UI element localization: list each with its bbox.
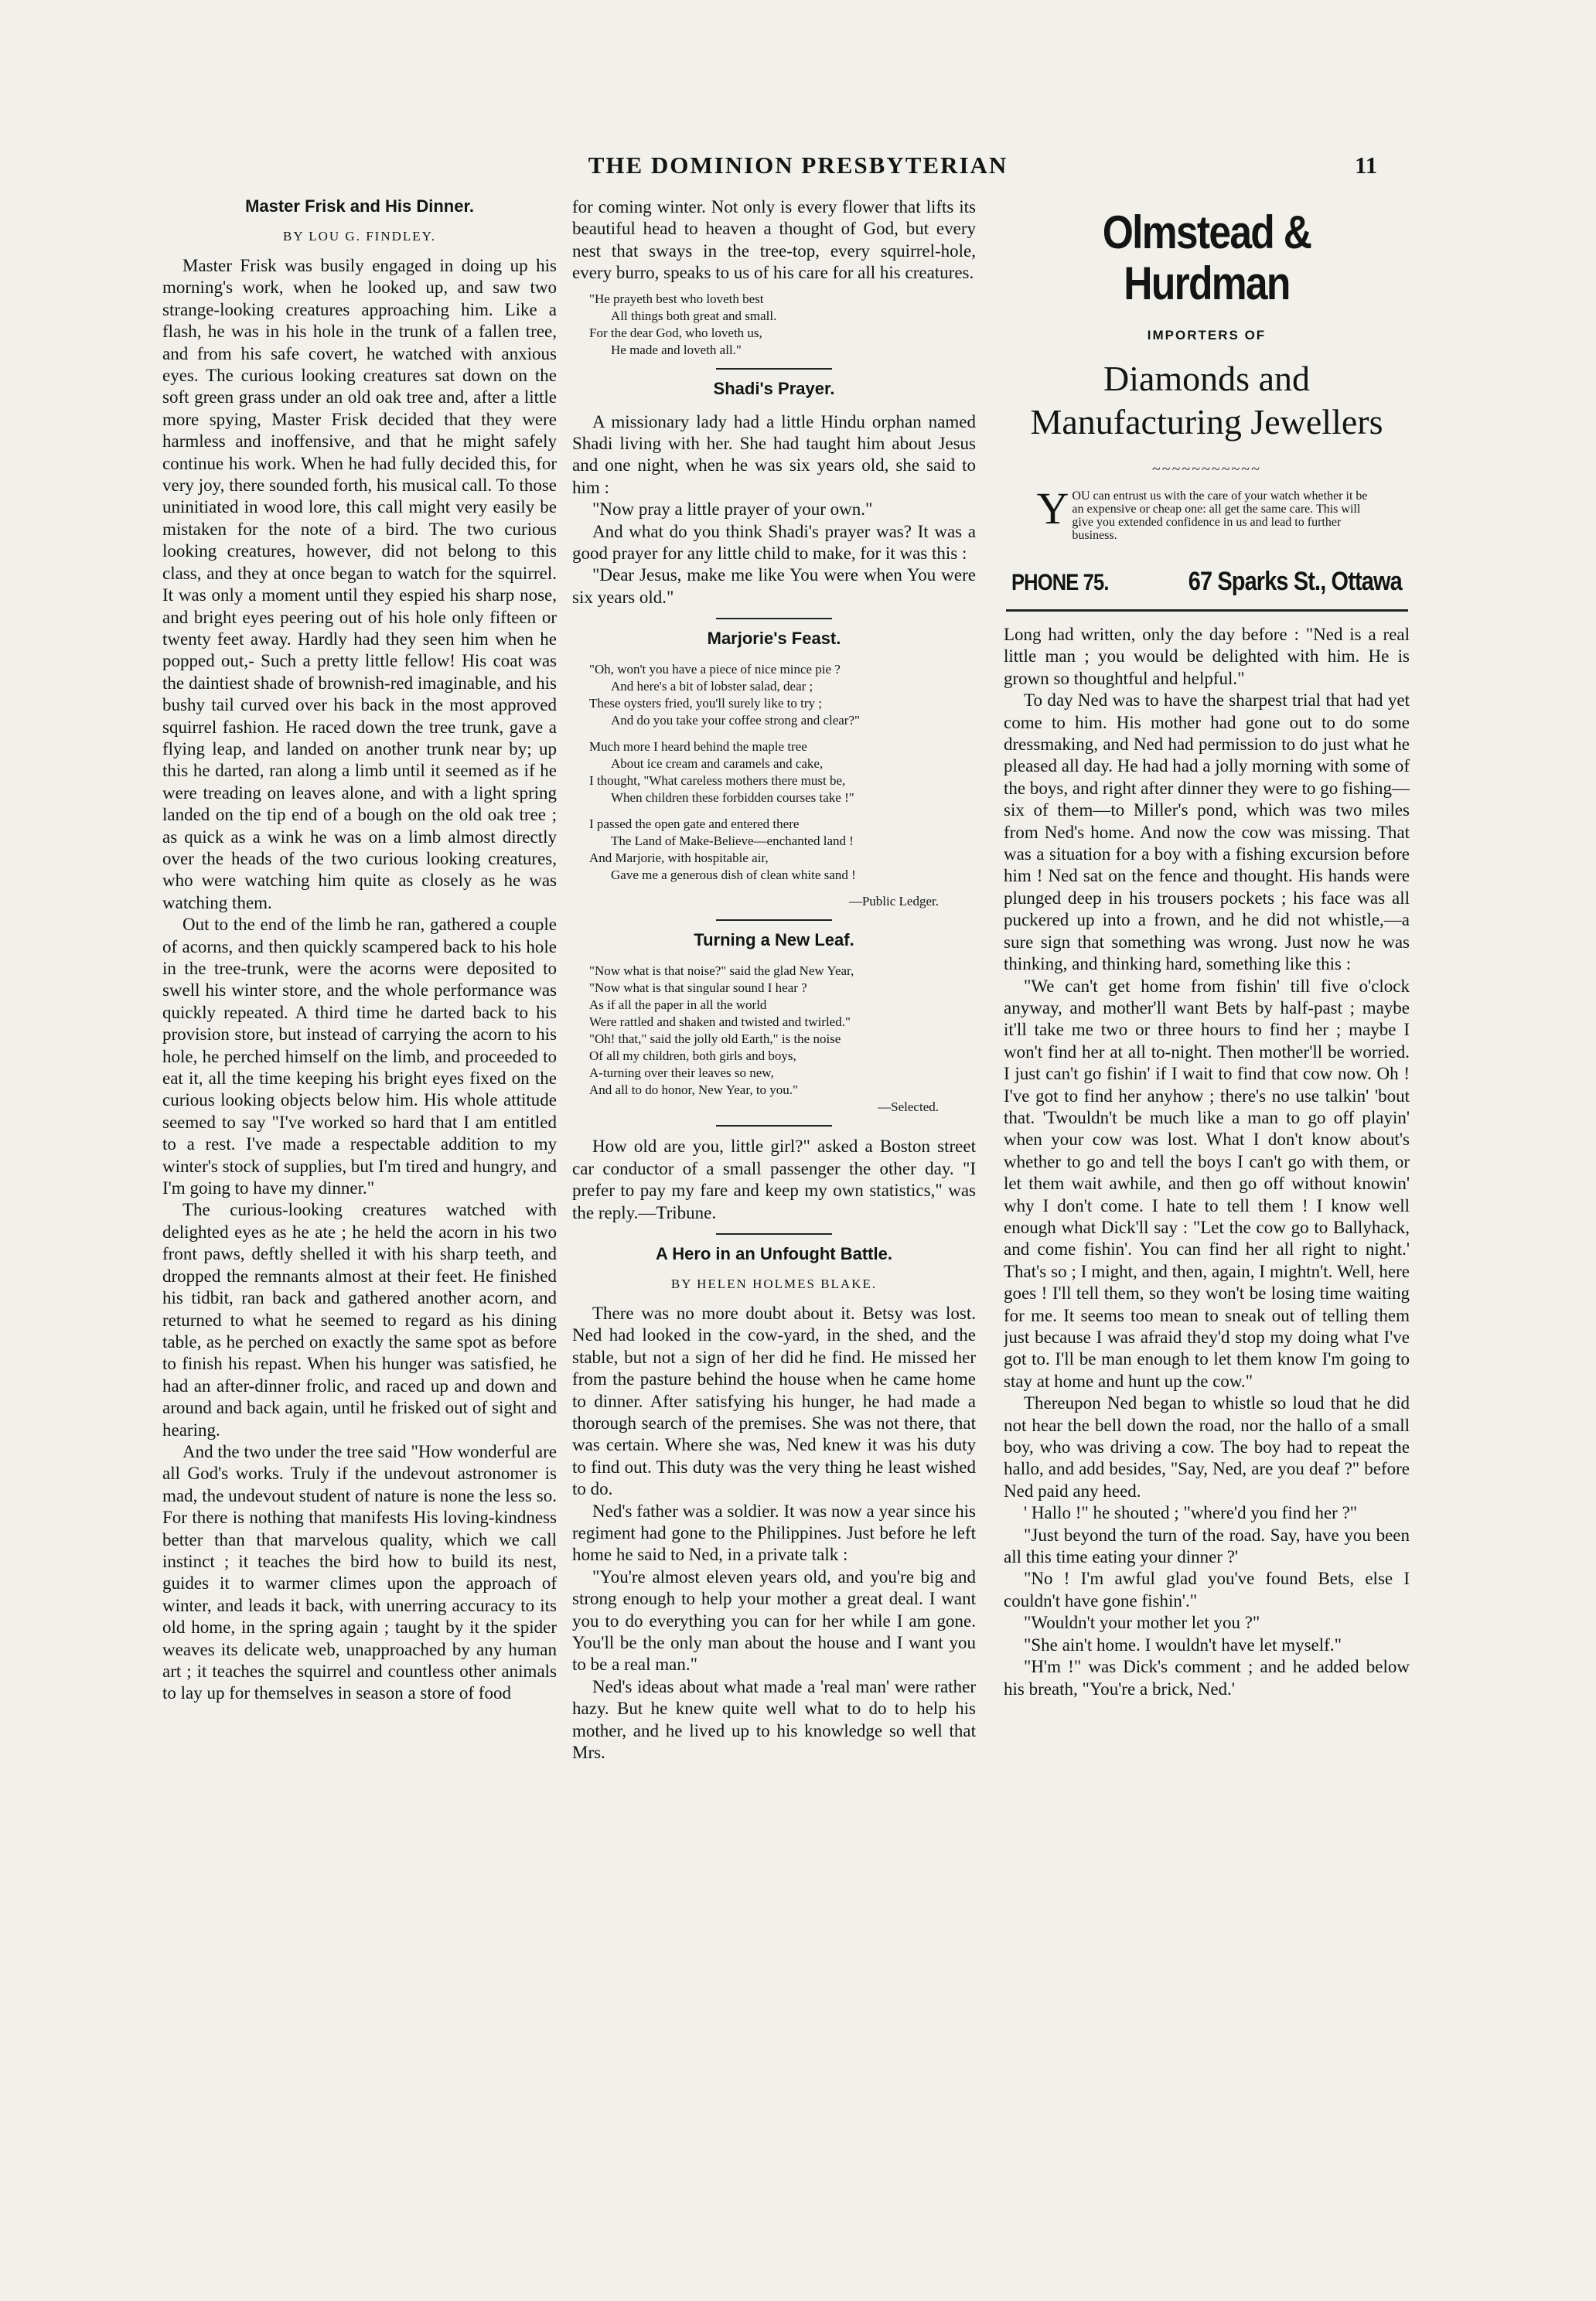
verse-line: These oysters fried, you'll surely like to try ; (589, 696, 822, 711)
poem-new-leaf (589, 963, 976, 1116)
verse-line: The Land of Make-Believe—enchanted land ! (611, 833, 854, 849)
verse-line: I passed the open gate and entered there (589, 816, 800, 832)
paragraph: "H'm !" was Dick's comment ; and he added below his breath, "You're a brick, Ned.' (1004, 1657, 1410, 1699)
verse-line: "Now what is that singular sound I hear ? (589, 980, 807, 996)
stanza (589, 738, 976, 806)
paragraph: "Dear Jesus, make me like You were when You were six years old." (572, 565, 976, 607)
verse-line: And Marjorie, with hospitable air, (589, 851, 769, 866)
byline-blake: BY HELEN HOLMES BLAKE. (670, 1276, 878, 1291)
ad-body (1036, 483, 1377, 542)
paragraph: There was no more doubt about it. Betsy was lost. Ned had looked in the cow-yard, in the shed, and the stable, but not a sign of her did he find. He missed her from the pasture behind the house when he came home to dinner. After satisfying his hunger, he had made a thorough search of the premises. She was not there, that was certain. Where she was, Ned knew it was his duty to find out. This duty was the very thing he least wished to do. (572, 1303, 976, 1499)
attribution: —Selected. (878, 1099, 939, 1115)
paragraph: "You're almost eleven years old, and you're big and strong enough to help your mother a great deal. I want you to do everything you can for her while I am gone. You'll be the only man about the house and I want you to be a real man." (572, 1566, 976, 1675)
verse-line: "Now what is that noise?" said the glad New Year, (589, 963, 854, 979)
verse-line: Were rattled and shaken and twisted and twirled." (589, 1014, 851, 1030)
paragraph: And the two under the tree said "How wonderful are all God's works. Truly if the undevout astronomer is mad, the undevout student of nature is none the less so. For there is nothing that manifests His loving-kindness better than that marvelous quality, which we call instinct ; it teaches the bird how to build its nest, guides it to warmer climes upon the approach of winter, and leads it back, with unerring accuracy to its old home, in the spring again ; taught by it the spider weaves its delicate web, unapproached by any human art ; it teaches the squirrel and countless other animals to lay up for themselves in season a store of food (162, 1441, 557, 1703)
ad-importers: IMPORTERS OF (1147, 328, 1267, 343)
ad-line-jewellers: Manufacturing Jewellers (1030, 402, 1383, 441)
verse-line: Of all my children, both girls and boys, (589, 1048, 796, 1064)
paragraph: ' Hallo !" he shouted ; "where'd you find her ?" (1024, 1503, 1358, 1523)
ad-contact (1004, 567, 1410, 597)
paragraph: Ned's ideas about what made a 'real man' were rather hazy. But he knew quite well what to do to help his mother, and he lived up to his knowledge so well that Mrs. (572, 1676, 976, 1763)
divider (716, 368, 832, 370)
article-title-shadi: Shadi's Prayer. (713, 378, 835, 398)
continued-paragraph: Long had written, only the day before : "Ned is a real little man ; you would be delighted with him. He is grown so thoughtful and helpful." (1004, 625, 1410, 688)
paragraph: "We can't get home from fishin' till five o'clock anyway, and mother'll want Bets by half-past ; maybe it'll take me two or three hours to find her ; maybe I won't find her at all to-night. Then mother'll be worried. I just can't go fishin' if I wait to find that cow now. Oh ! I've got to find her anyhow ; there's no use talkin' 'bout that. 'Twouldn't be much like a man to go off playin' when your cow was lost. What I don't know about's whether to go and tell the boys I can't go with them, or let them wait awhile, and then go off without knowin' why I don't come. I hate to tell them ! I know well enough what Dick'll say : "Let the cow go to Ballyhack, and come fishin'. You can find her all right to night.' That's so ; I might, and then, again, I mightn't. Well, here goes ! I'll tell them, so they won't be losing time waiting for me. It seems too mean to sneak out of telling them just because I was afraid they'd stop my doing what I've got to. I'll be man enough to let them know I'm going to stay at home and hunt up the cow." (1004, 976, 1410, 1391)
verse-line: "Oh! that," said the jolly old Earth," is the noise (589, 1031, 841, 1047)
ad-line-diamonds: Diamonds and (1103, 359, 1310, 398)
paragraph: Master Frisk was busily engaged in doing up his morning's work, when he looked up, and saw two strange-looking creatures approaching him. Like a flash, he was in his hole in the trunk of a fallen tree, and from his safe covert, he watched with anxious eyes. The curious looking creatures sat down on the soft green grass under an old oak tree and, after a little more spying, Master Frisk decided that they were harmless and inoffensive, and that he might safely continue his work. When he had fully decided this, for very joy, there sounded forth, his musical call. To those uninitiated in wood lore, this call might very easily be mistaken for the note of a bird. The two curious looking creatures, however, did not belong to this class, and they at once began to watch for the squirrel. It was only a moment until they espied his sharp nose, and bright eyes peering out of his hole only fifteen or twenty feet away. Hardly had they seen him when he popped out,- Such a pretty little fellow! His coat was the daintiest shade of brownish-red imaginable, and his bushy tail curved over his back in the most approved squirrel fashion. He raced down the tree trunk, gave a flying leap, and landed on another trunk near by; up this he darted, ran along a limb until it seemed as if he were treading on leaves alone, and with a light spring landed on the tip end of a bough on the old oak tree ; as quick as a wink he was on a limb almost directly over the heads of the two curious looking creatures, who were watching him quite as closely as he was watching them. (162, 256, 557, 912)
verse-line: Much more I heard behind the maple tree (589, 739, 807, 755)
verse-line: Gave me a generous dish of clean white sand ! (611, 868, 856, 883)
paragraph-statistics: How old are you, little girl?" asked a Boston street car conductor of a small passenger the other day. "I prefer to pay my fare and keep my own statistics," was the reply.—Tribune. (572, 1137, 976, 1222)
stanza (589, 816, 976, 884)
paragraph: To day Ned was to have the sharpest trial that had yet come to him. His mother had gone out to do some dressmaking, and Ned had permission to do just what he pleased all day. He had had a jolly morning with some of the boys, and right after dinner they were to go fishing—six of them—to Miller's pond, which was two miles from Ned's home. And now the cow was missing. That was a situation for a boy with a fishing excursion before him ! Ned sat on the fence and thought. His hands were plunged deep in his trousers pockets ; his face was all puckered up into a frown, and he did not whistle,—a sure sign that something was wrong. Just now he was thinking, and thinking hard, something like this : (1004, 690, 1410, 974)
verse-line: When children these forbidden courses take !" (611, 790, 854, 806)
paragraph: A missionary lady had a little Hindu orphan named Shadi living with her. She had taught him about Jesus and one night, when he was six years old, she said to him : (572, 411, 976, 497)
paragraph: "Now pray a little prayer of your own." (592, 499, 873, 520)
verse-line: As if all the paper in all the world (589, 997, 767, 1013)
ad-body-text: OU can entrust us with the care of your watch whether it be an expensive or cheap one: all get the same care. This will give you extended confidence in us and lead to further business. (1072, 489, 1368, 542)
page-header (0, 152, 1596, 190)
verse-line: "Oh, won't you have a piece of nice mince pie ? (589, 662, 841, 677)
drop-cap: Y (1036, 483, 1069, 533)
paragraph: Out to the end of the limb he ran, gathered a couple of acorns, and then quickly scampered back to his hole in the tree-trunk, were the acorns were deposited to swell his winter store, and the whole performance was quickly repeated. A third time he darted back to his provision store, but instead of carrying the acorn to his hole, he perched himself on the limb, and proceeded to eat it, all the time keeping his bright eyes fixed on the curious looking objects below him. His whole attitude seemed to say "I've worked so hard that I am entitled to a rest. I've made a respectable addition to my winter's stock of supplies, but I'm tired and hungry, and I'm going to have my dinner." (162, 915, 557, 1198)
paragraph: "Wouldn't your mother let you ?" (1024, 1613, 1260, 1633)
ad-address: 67 Sparks St., Ottawa (1188, 567, 1402, 596)
stanza (589, 661, 976, 729)
column-2 (572, 196, 976, 1764)
verse-line: He made and loveth all." (611, 342, 742, 357)
paragraph: "Just beyond the turn of the road. Say, have you been all this time eating your dinner ?' (1004, 1525, 1410, 1567)
paragraph: "No ! I'm awful glad you've found Bets, else I couldn't have gone fishin'." (1004, 1569, 1410, 1611)
ad-phone: PHONE 75. (1011, 570, 1109, 595)
advertiser-name: Olmstead & Hurdman (1102, 206, 1311, 309)
article-title-new-leaf: Turning a New Leaf. (694, 930, 854, 950)
article-title-marjorie: Marjorie's Feast. (707, 629, 841, 649)
article-title-master-frisk: Master Frisk and His Dinner. (245, 196, 474, 216)
verse-line: And all to do honor, New Year, to you." (589, 1082, 798, 1098)
paragraph: Thereupon Ned began to whistle so loud that he did not hear the bell down the road, nor the hallo of a small boy, who was driving a cow. The boy had to repeat the hallo, and add besides, "Say, Ned, are you deaf ?" before Ned paid any heed. (1004, 1393, 1410, 1501)
paragraph: Ned's father was a soldier. It was now a year since his regiment had gone to the Philippines. Just before he left home he said to Ned, in a private talk : (572, 1501, 976, 1565)
verse-line: "He prayeth best who loveth best (589, 291, 764, 306)
verse-line: I thought, "What careless mothers there must be, (589, 773, 846, 789)
ad-divider (1006, 609, 1408, 612)
byline-findley: BY LOU G. FINDLEY. (283, 229, 436, 244)
article-title-hero: A Hero in an Unfought Battle. (656, 1243, 892, 1263)
page-number: 11 (1355, 152, 1378, 179)
running-title: THE DOMINION PRESBYTERIAN (588, 152, 1008, 179)
verse-line: A-turning over their leaves so new, (589, 1065, 774, 1081)
paragraph: "She ain't home. I wouldn't have let myself." (1024, 1635, 1342, 1655)
divider (716, 1233, 832, 1235)
column-1 (162, 196, 557, 1705)
poem-marjorie (589, 661, 976, 910)
verse-line: All things both great and small. (611, 308, 777, 323)
continued-paragraph: for coming winter. Not only is every flower that lifts its beautiful head to heaven a thought of God, but every nest that sways in the tree-top, every squirrel-hole, every burro, speaks to us of his care for all his creatures. (572, 197, 976, 283)
verse-line: For the dear God, who loveth us, (589, 325, 762, 340)
divider (716, 919, 832, 921)
verse-line: And here's a bit of lobster salad, dear ; (611, 679, 813, 694)
verse-quote (589, 291, 976, 359)
attribution: —Public Ledger. (848, 894, 939, 909)
ornament: ~~~~~~~~~~~ (1151, 461, 1262, 478)
verse-line: And do you take your coffee strong and clear?" (611, 713, 860, 728)
column-3 (1004, 196, 1410, 1700)
paragraph: The curious-looking creatures watched with delighted eyes as he ate ; he held the acorn in his two front paws, deftly shelled it with his sharp teeth, and dropped the remnants almost at their feet. He finished his tidbit, ran back and gathered another acorn, and returned to what he seemed to regard as his dining table, as he perched on exactly the same spot as before to finish his repast. When his hunger was satisfied, he had an after-dinner frolic, and raced up and down and around and back again, until he frisked out of sight and hearing. (162, 1200, 557, 1440)
verse-line: About ice cream and caramels and cake, (611, 756, 824, 772)
advertisement (1004, 207, 1410, 612)
divider (716, 618, 832, 619)
paragraph: And what do you think Shadi's prayer was? It was a good prayer for any little child to make, for it was this : (572, 521, 976, 564)
divider (716, 1125, 832, 1127)
